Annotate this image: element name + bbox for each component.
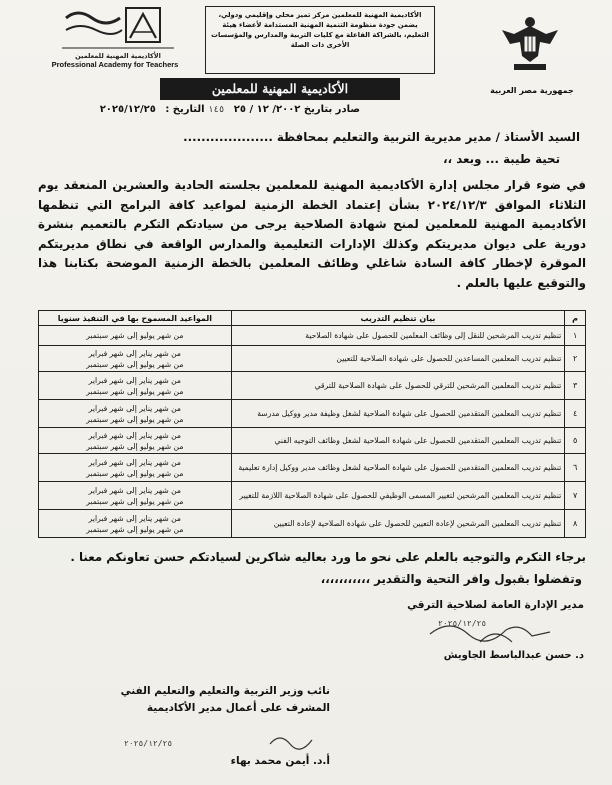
schedule-table — [38, 310, 586, 538]
second-handwritten-date: ٢٠٢٥/١٢/٢٥ — [124, 739, 173, 748]
export-label: صادر بتاريخ — [303, 104, 360, 115]
row-period — [39, 346, 232, 372]
closing-request: برجاء التكرم والتوجيه بالعلم على نحو ما ورد بعاليه شاكرين لسيادتكم حسن تعاونكم معنا . — [70, 550, 586, 564]
egypt-eagle-icon — [500, 12, 560, 72]
row-desc: تنظيم تدريب المعلمين المتقدمين للحصول على شهادة الصلاحية لشغل وظيفة مدير ووكيل مدرسة — [231, 400, 565, 428]
header-desc: بيان تنظيم التدريب — [231, 311, 565, 326]
country-name: جمهورية مصر العربية — [490, 86, 574, 95]
header-period: المواعيد المسموح بها في التنفيذ سنويا — [39, 311, 232, 326]
row-num: ٧ — [565, 482, 586, 510]
period-line: من شهر يوليو إلى شهر سبتمبر — [86, 496, 184, 506]
period-line: من شهر يوليو إلى شهر سبتمبر — [86, 414, 184, 424]
row-num: ٤ — [565, 400, 586, 428]
greeting: تحية طيبة ... وبعد ،، — [443, 152, 560, 166]
row-period — [39, 372, 232, 400]
table-row — [39, 428, 586, 454]
second-signatory-title — [60, 683, 330, 717]
reference-line — [60, 104, 360, 115]
row-num: ٢ — [565, 346, 586, 372]
second-signature-mark — [120, 728, 320, 756]
period-line: من شهر يوليو إلى شهر سبتمبر — [86, 468, 184, 478]
date-value: ٢٠٢٥/١٢/٢٥ — [99, 104, 156, 115]
row-period — [39, 400, 232, 428]
row-period — [39, 428, 232, 454]
mission-box: الأكاديمية المهنية للمعلمين مركز تميز محلي وإقليمي ودولي، يضمن جودة منظومة التنمية المهنية المستدامة لأعضاء هيئة التعليم، بالشراكة الفاعلة مع كليات التربية والمدارس والمؤسسات الأخرى ذات الصلة — [205, 6, 435, 74]
table-row — [39, 510, 586, 538]
period-line: من شهر يناير إلى شهر فبراير — [88, 348, 181, 358]
academy-title: الأكاديمية المهنية للمعلمين — [160, 78, 400, 100]
first-signatory-title: مدير الإدارة العامة لصلاحية الترقي — [407, 599, 584, 611]
table-row — [39, 326, 586, 346]
table-row — [39, 400, 586, 428]
row-num: ٦ — [565, 454, 586, 482]
second-title-line-1: نائب وزير التربية والتعليم والتعليم الفني — [120, 685, 330, 697]
academy-name-en: Professional Academy for Teachers — [51, 60, 179, 69]
body-paragraph: في ضوء قرار مجلس إدارة الأكاديمية المهنية للمعلمين بجلسته الحادية والعشرين المنعقد يوم الثلاثاء الموافق ٢٠٢٤/١٢/٣ بشأن إعتماد الخطة الزمنية لمواعيد كافة البرامج التي تنظمها الأكاديمية المهنية للمعلمين لمنح شهادة الصلاحية يرجى من سيادتكم التكرم بالتعميم بنشرة دورية على ديوان مديريتكم وكذلك الإدارات التعليمية والمدارس الواقعة في نطاق مديريتكم الموقرة لإخطار كافة السادة شاغلي وظائف المعلمين بالخطة الزمنية الموضحة بكتابنا هذا والتوقيع عليها بالعلم . — [38, 178, 586, 290]
second-signatory-name: أ.د. أيمن محمد بهاء — [230, 755, 330, 767]
first-handwritten-date: ٢٠٢٥/١٢/٢٥ — [438, 619, 487, 628]
export-handwritten: ١٤٥ — [208, 105, 225, 115]
period-line: من شهر يناير إلى شهر فبراير — [88, 513, 181, 523]
row-period — [39, 326, 232, 346]
period-line: من شهر يناير إلى شهر فبراير — [88, 485, 181, 495]
salutation: السيد الأستاذ / مدير مديرية التربية والتعليم بمحافظة .................... — [183, 130, 580, 144]
row-desc: تنظيم تدريب المعلمين المرشحين للترقي للحصول على شهادة الصلاحية للترقي — [231, 372, 565, 400]
row-desc: تنظيم تدريب المعلمين المتقدمين للحصول على شهادة الصلاحية لشغل وظائف التوجيه الفني — [231, 428, 565, 454]
row-period — [39, 510, 232, 538]
row-num: ١ — [565, 326, 586, 346]
period-line: من شهر يوليو إلى شهر سبتمبر — [86, 524, 184, 534]
table-row — [39, 372, 586, 400]
period-line: من شهر يناير إلى شهر فبراير — [88, 403, 181, 413]
second-title-line-2: المشرف على أعمال مدير الأكاديمية — [146, 702, 330, 714]
row-period — [39, 482, 232, 510]
first-signature-mark — [420, 612, 560, 652]
period-line: من شهر يوليو إلى شهر سبتمبر — [86, 441, 184, 451]
row-period — [39, 454, 232, 482]
row-desc: تنظيم تدريب المعلمين المساعدين للحصول على شهادة الصلاحية للتعيين — [231, 346, 565, 372]
row-desc: تنظيم تدريب المعلمين المتقدمين للحصول على شهادة الصلاحية لشغل وظائف مدير ووكيل إدارة تعليمية — [231, 454, 565, 482]
table-header-row — [39, 311, 586, 326]
export-value: ٢٠٠٢/ ١٢ / ٢٥ — [233, 104, 301, 115]
closing-regards: وتفضلوا بقبول وافر التحية والتقدير ،،،،،،،،،،، — [320, 572, 582, 586]
table-row — [39, 454, 586, 482]
row-num: ٨ — [565, 510, 586, 538]
row-desc: تنظيم تدريب المعلمين المرشحين لتغيير المسمى الوظيفي للحصول على شهادة الصلاحية اللازمة للتغيير — [231, 482, 565, 510]
table-row — [39, 482, 586, 510]
period-line: من شهر يوليو إلى شهر سبتمبر — [86, 331, 184, 340]
row-num: ٥ — [565, 428, 586, 454]
period-line: من شهر يناير إلى شهر فبراير — [88, 375, 181, 385]
header-num: م — [565, 311, 586, 326]
row-desc: تنظيم تدريب المعلمين المرشحين لإعادة التعيين للحصول على شهادة الصلاحية لإعادة التعيين — [231, 510, 565, 538]
table-row — [39, 346, 586, 372]
period-line: من شهر يوليو إلى شهر سبتمبر — [86, 386, 184, 396]
row-num: ٣ — [565, 372, 586, 400]
academy-logo-text: الأكاديمية المهنية للمعلمين — [75, 52, 161, 60]
row-desc: تنظيم تدريب المرشحين للنقل إلى وظائف المعلمين للحصول على شهادة الصلاحية — [231, 326, 565, 346]
period-line: من شهر يناير إلى شهر فبراير — [88, 430, 181, 440]
period-line: من شهر يوليو إلى شهر سبتمبر — [86, 359, 184, 369]
first-signatory-name: د. حسن عبدالباسط الجاويش — [443, 650, 584, 661]
period-line: من شهر يناير إلى شهر فبراير — [88, 457, 181, 467]
date-label: التاريخ : — [165, 104, 205, 115]
